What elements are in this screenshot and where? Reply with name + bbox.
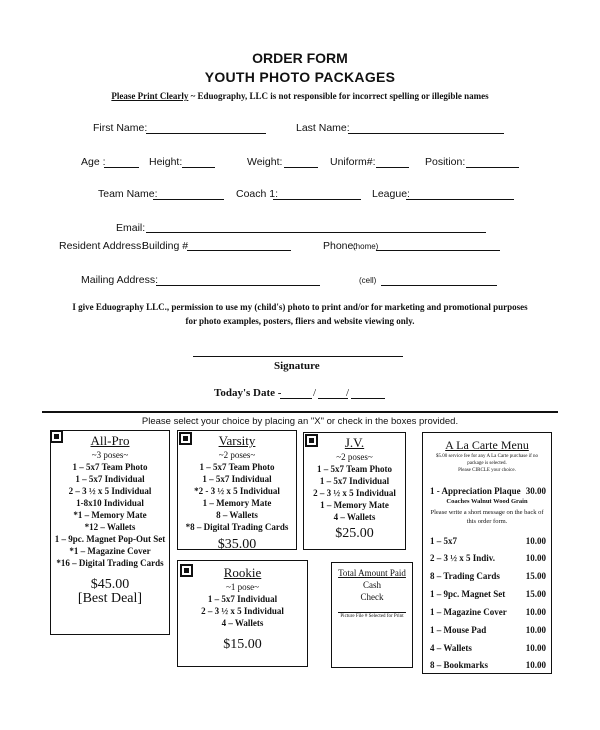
varsity-item: *8 – Digital Trading Cards [185,522,289,532]
league-label: League: [372,188,410,200]
allpro-item: *1 – Memory Mate [73,510,147,520]
weight-field[interactable] [284,167,318,168]
alacarte-item[interactable]: 8 – Trading Cards 15.00 [430,571,546,581]
jv-item: 1 – Memory Mate [320,500,389,510]
varsity-item: 1 – Memory Mate [202,498,272,508]
alacarte-item[interactable]: 1 – 9pc. Magnet Set 15.00 [430,589,546,599]
allpro-item: *1 – Magazine Cover [69,546,151,556]
form-title: ORDER FORM [252,50,348,66]
league-field[interactable] [406,199,514,200]
phone-label: Phone: [323,240,357,252]
alacarte-title: A La Carte Menu [445,438,529,452]
varsity-item: 1 – 5x7 Individual [202,474,272,484]
allpro-package [51,434,169,605]
rookie-name: Rookie [223,565,262,580]
total-paid-title: Total Amount Paid [338,568,406,578]
jv-name: J.V. [344,435,365,450]
alacarte-plaque-row[interactable]: 1 - Appreciation Plaque 30.00 [430,486,546,496]
alacarte-note-circle: Please CIRCLE your choice. [458,468,516,473]
permission-line-2: for photo examples, posters, fliers and website viewing only. [185,316,415,326]
resident-address-field[interactable] [187,250,291,251]
jv-item: 4 – Wallets [333,512,376,522]
varsity-price: $35.00 [217,537,257,552]
rookie-item: 1 – 5x7 Individual [207,594,278,604]
alacarte-note-fee: $5.00 service fee for any A La Carte purchase if no package is selected. [435,454,539,466]
date-day-field[interactable] [318,398,348,399]
print-clearly: Please Print Clearly [111,91,189,101]
total-cash: Cash [363,580,381,590]
allpro-price: $45.00 [90,577,130,592]
picture-file-field[interactable] [338,612,406,613]
uniform-label: Uniform#: [330,156,376,168]
varsity-item: *2 - 3 ½ x 5 Individual [194,486,280,496]
last-name-label: Last Name: [296,122,350,134]
varsity-item: 1 – 5x7 Team Photo [199,462,275,472]
height-label: Height: [149,156,183,168]
date-sep-1: / [313,387,317,399]
picture-file-label: Picture File # Selected for Print [340,614,404,619]
age-field[interactable] [104,167,139,168]
phone-home-field[interactable] [376,250,500,251]
allpro-name: All-Pro [90,433,130,448]
cell-label: (cell) [359,276,377,285]
total-paid-section [331,567,413,603]
rookie-package [178,566,307,651]
height-field[interactable] [182,167,215,168]
weight-label: Weight: [247,156,283,168]
mailing-address-label: Mailing Address: [81,274,159,286]
mailing-address-field[interactable] [156,285,320,286]
allpro-item: 1 – 9pc. Magnet Pop-Out Set [54,534,166,544]
allpro-deal: [Best Deal] [77,591,143,606]
email-label: Email: [116,222,146,234]
permission-line-1: I give Eduography LLC., permission to use my (child's) photo to print and/or for marketing and promotional purposes [72,302,528,312]
section-divider [42,411,558,413]
alacarte-item[interactable]: 2 – 3 ½ x 5 Indiv. 10.00 [430,553,546,563]
building-label: Building # [142,240,189,252]
rookie-poses: ~1 pose~ [226,582,259,592]
last-name-field[interactable] [348,133,504,134]
uniform-field[interactable] [376,167,409,168]
position-field[interactable] [466,167,519,168]
varsity-package [178,434,296,551]
instructions: Please select your choice by placing an "X" or check in the boxes provided. [141,416,459,427]
rookie-price: $15.00 [223,637,262,652]
jv-item: 2 – 3 ½ x 5 Individual [313,488,396,498]
signature-field[interactable] [193,356,403,357]
age-label: Age : [81,156,106,168]
alacarte-plaque-desc: Coaches Walnut Wood Grain [446,498,528,505]
phone-home-label: (home) [353,242,379,251]
position-label: Position: [425,156,466,168]
allpro-item: 1 – 5x7 Individual [75,474,145,484]
date-sep-2: / [346,387,350,399]
jv-price: $25.00 [335,526,374,541]
total-check: Check [360,592,384,602]
coach-field[interactable] [273,199,361,200]
allpro-poses: ~3 poses~ [91,450,129,460]
alacarte-item[interactable]: 1 – Mouse Pad 10.00 [430,625,546,635]
alacarte-item[interactable]: 1 – Magazine Cover 10.00 [430,607,546,617]
varsity-name: Varsity [218,433,256,448]
resident-address-label: Resident Address: [59,240,145,252]
allpro-item: 1 – 5x7 Team Photo [72,462,148,472]
rookie-item: 2 – 3 ½ x 5 Individual [201,606,284,616]
allpro-item: *16 – Digital Trading Cards [56,558,164,568]
team-name-field[interactable] [153,199,224,200]
team-name-label: Team Name: [98,188,158,200]
signature-label: Signature [274,360,320,372]
email-field[interactable] [146,232,486,233]
alacarte-item[interactable]: 1 – 5x7 10.00 [430,536,546,546]
rookie-item: 4 – Wallets [221,618,264,628]
alacarte-item[interactable]: 4 – Wallets 10.00 [430,643,546,653]
jv-package [304,436,405,540]
alacarte-plaque-message: Please write a short message on the back of this order form. [430,509,544,525]
coach-label: Coach 1: [236,188,279,200]
date-month-field[interactable] [280,398,312,399]
jv-poses: ~2 poses~ [336,452,373,462]
first-name-label: First Name: [93,122,148,134]
print-notice [0,91,600,101]
cell-field[interactable] [381,285,497,286]
varsity-item: 8 – Wallets [216,510,258,520]
form-subtitle: YOUTH PHOTO PACKAGES [204,69,396,85]
allpro-item: 2 – 3 ½ x 5 Individual [68,486,152,496]
allpro-item: 1-8x10 Individual [76,498,144,508]
first-name-field[interactable] [146,133,266,134]
jv-item: 1 – 5x7 Individual [319,476,390,486]
allpro-item: *12 – Wallets [84,522,136,532]
notice-text: ~ Eduography, LLC is not responsible for incorrect spelling or illegible names [188,91,489,101]
alacarte-item[interactable]: 8 – Bookmarks 10.00 [430,660,546,670]
date-year-field[interactable] [351,398,385,399]
jv-item: 1 – 5x7 Team Photo [316,464,392,474]
date-label: Today's Date - [214,387,282,399]
varsity-poses: ~2 poses~ [218,450,256,460]
